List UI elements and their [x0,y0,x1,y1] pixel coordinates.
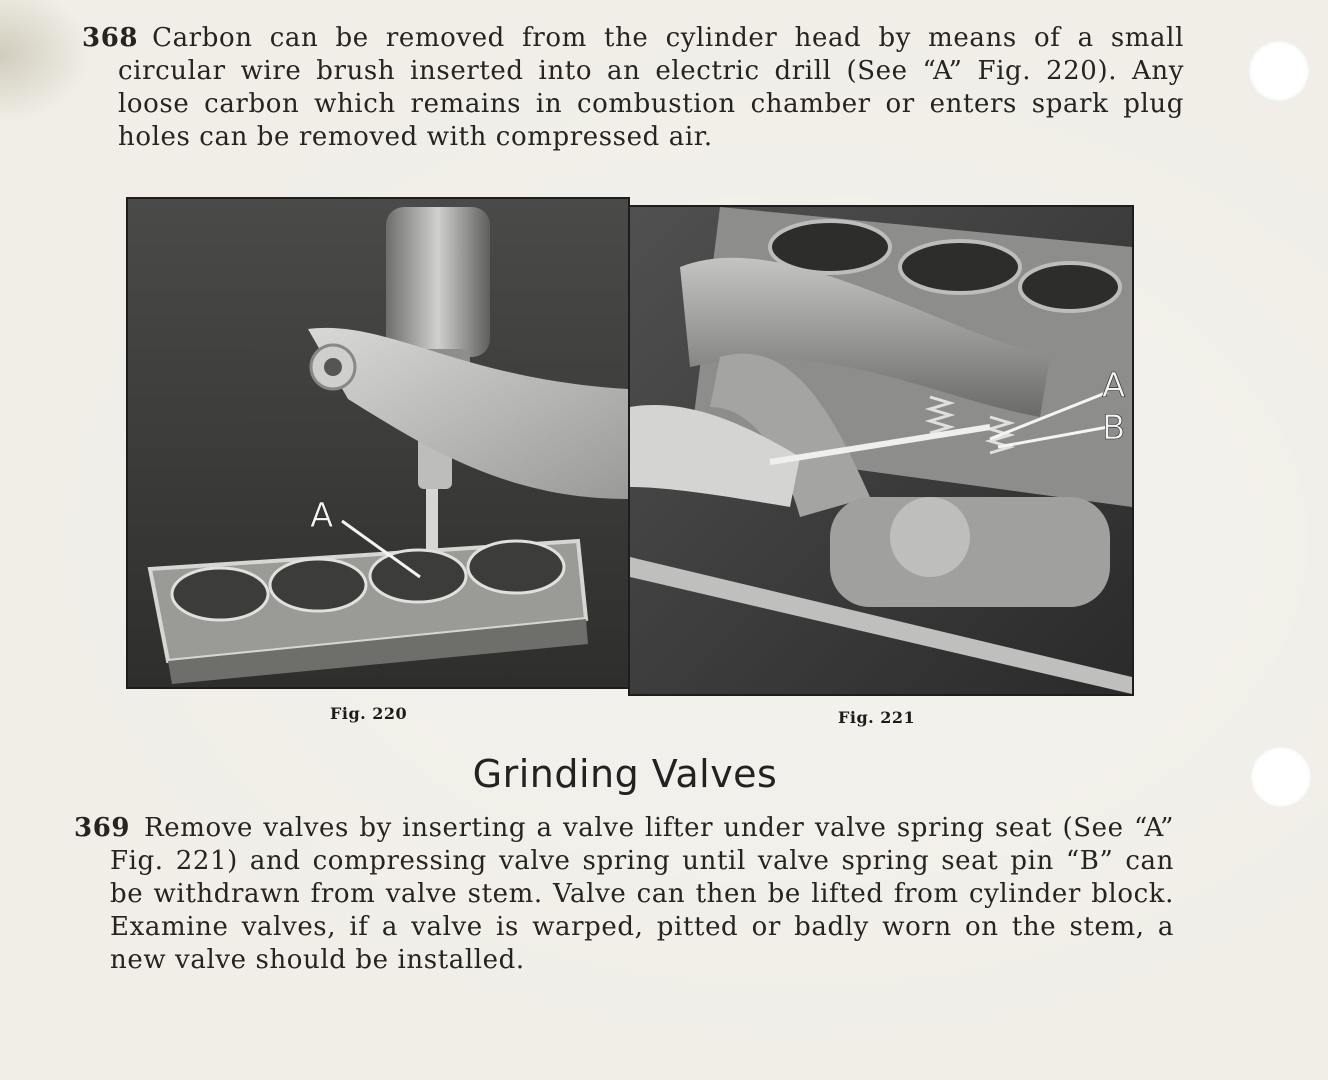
callout-b-label: B [1102,408,1126,448]
punch-hole-top [1248,40,1310,102]
paragraph-text: Carbon can be removed from the cylinder head by means of a small circular wire brush inserted into an electric drill (See “A” Fig. 220). Any loose carbon which remains in combustion chamber or enters spark plug holes can be removed with compressed air. [118,23,1184,152]
figure-221-caption: Fig. 221 [838,708,916,727]
callout-a-label: A [1102,366,1126,406]
paragraph-text: Remove valves by inserting a valve lifter under valve spring seat (See “A” Fig. 221) and compressing valve spring until valve spring seat pin “B” can be withdrawn from valve stem. Valve can then be lifted from cylinder block. Examine valves, if a valve is warped, pitted or badly worn on the stem, a new valve should be installed. [110,813,1174,975]
paragraph-368 [82,22,1184,154]
figure-221-photo [628,205,1134,696]
callout-a-label: A [310,496,334,536]
section-heading: Grinding Valves [472,752,778,796]
drill-body [386,207,490,357]
punch-hole-bottom [1250,746,1312,808]
paragraph-number: 369 [74,813,131,843]
figure-221-illustration [630,207,1132,694]
generator [830,497,1110,607]
paragraph-369 [74,812,1174,977]
paragraph-number: 368 [82,23,139,53]
figure-220-caption: Fig. 220 [330,704,408,723]
figure-220-illustration [128,199,628,687]
figure-220-photo [126,197,630,689]
